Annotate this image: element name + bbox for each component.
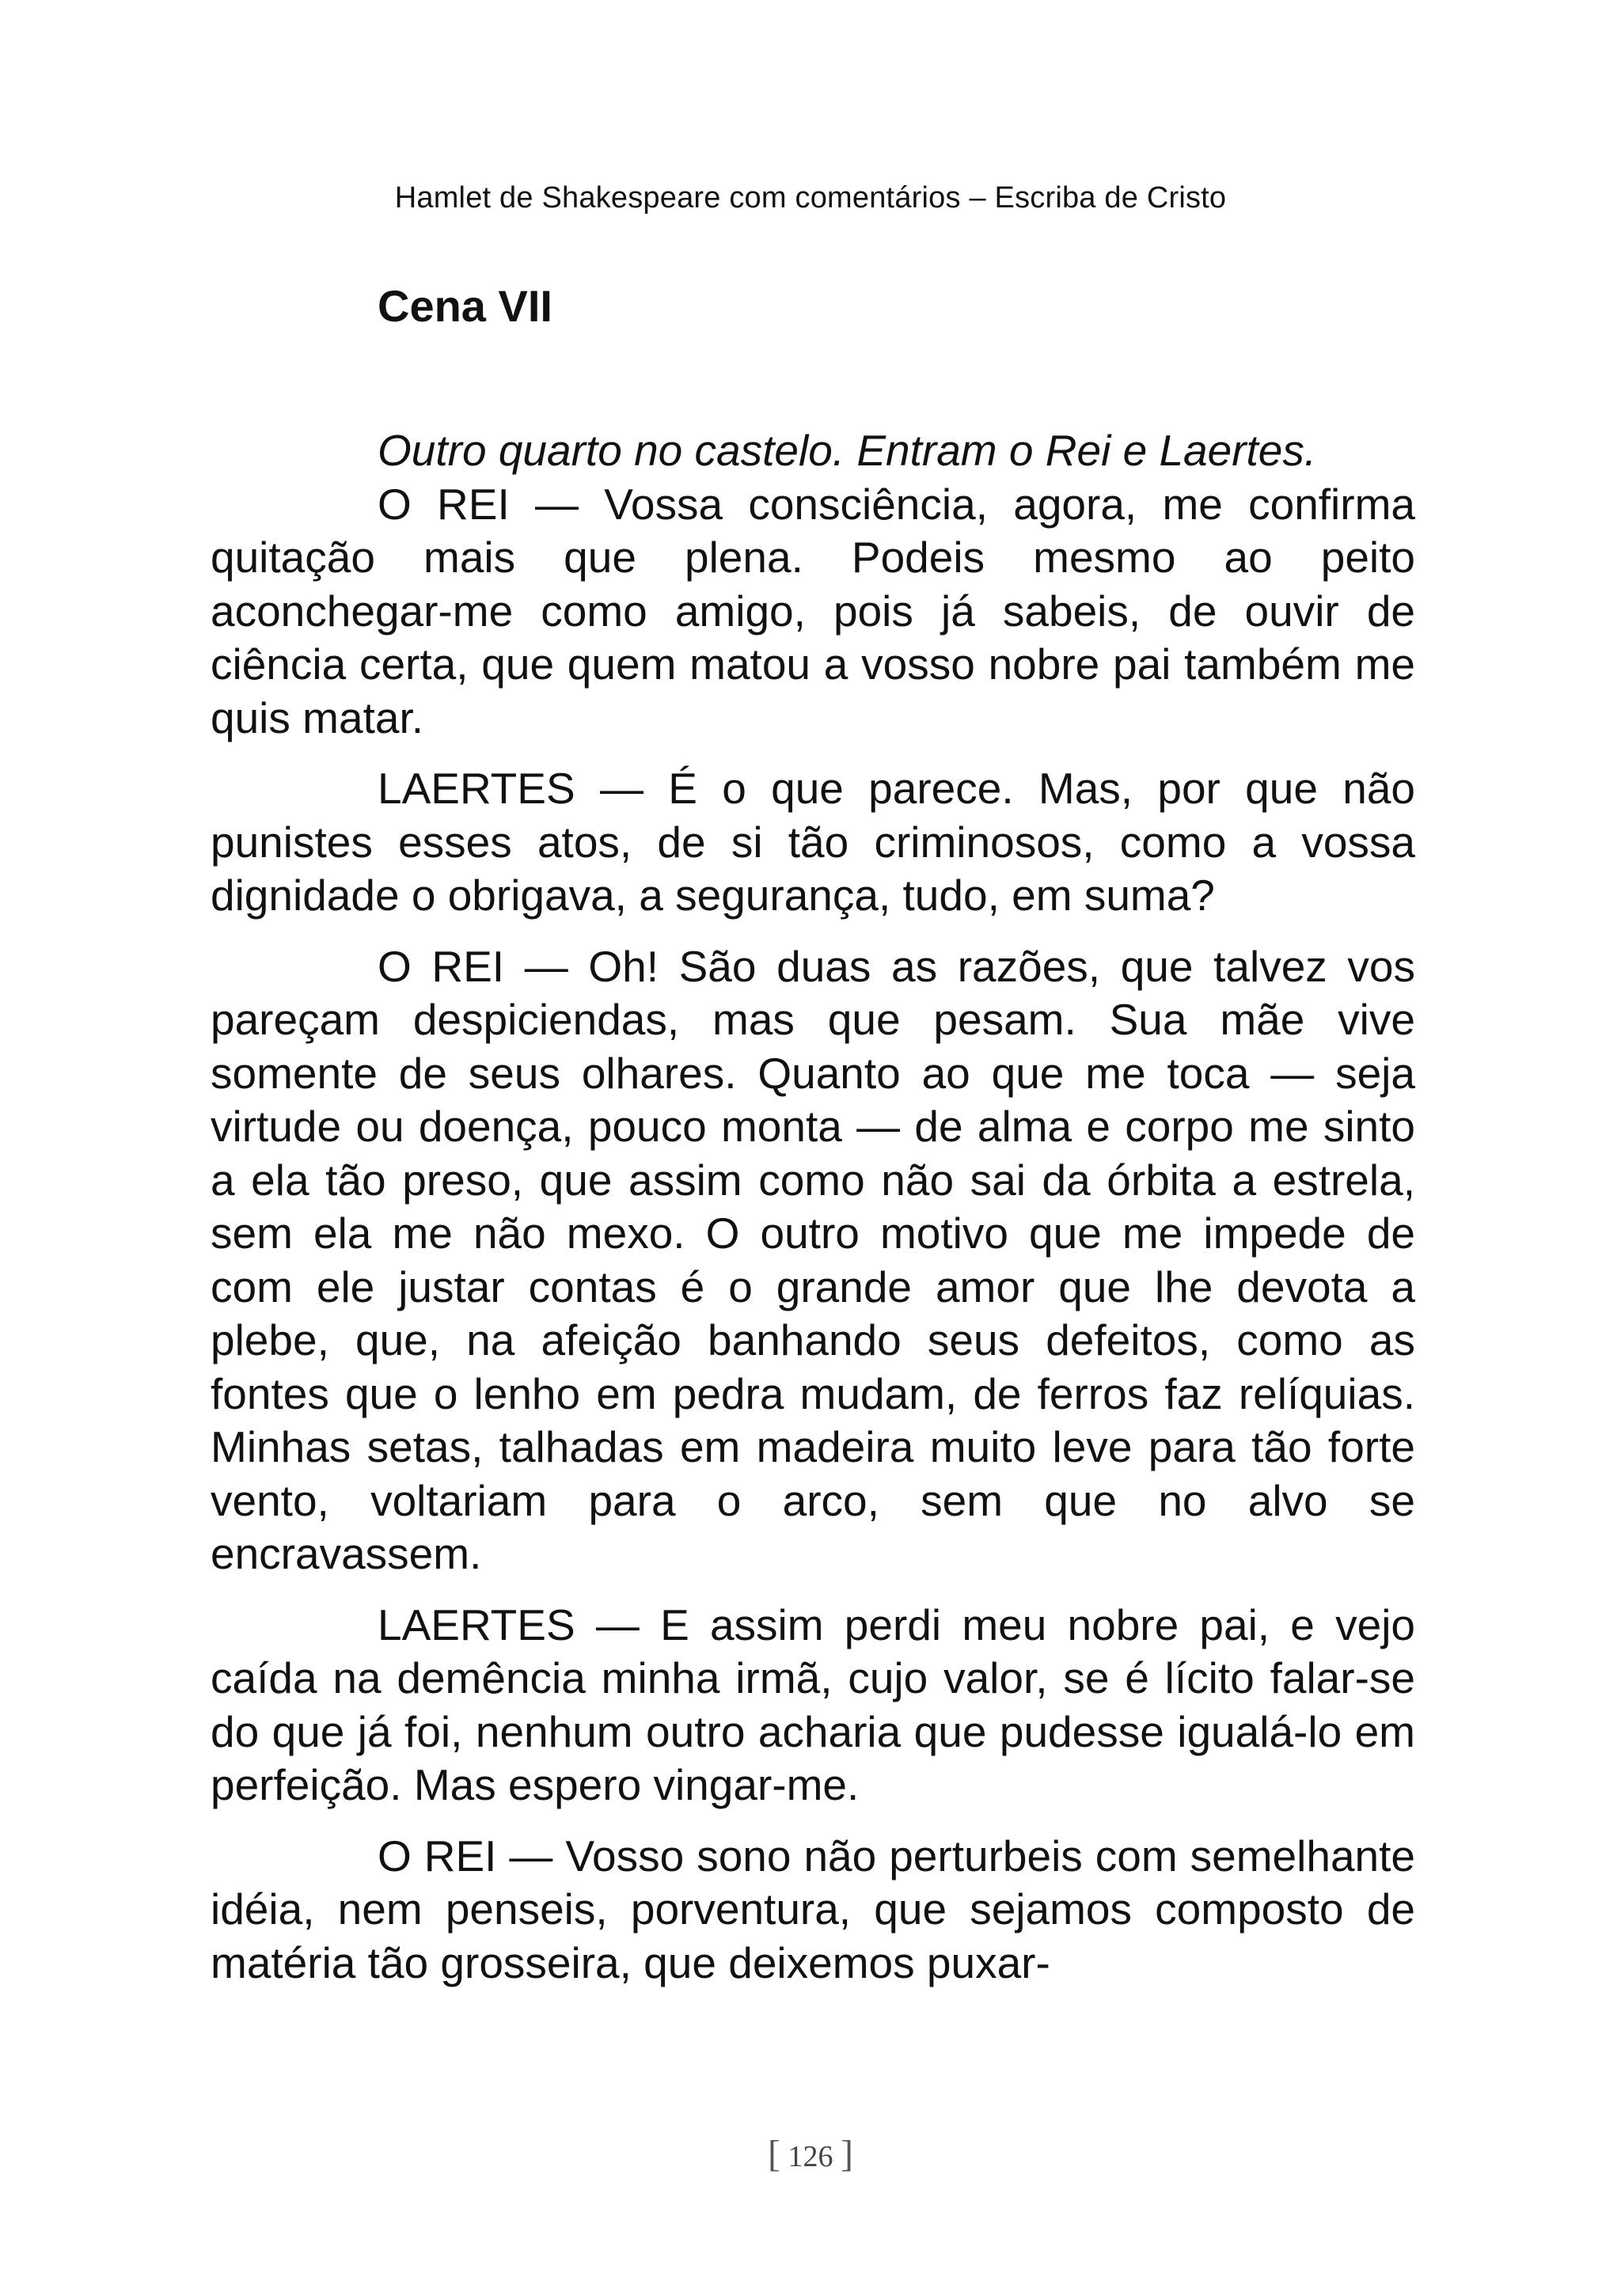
page-number: 126 [788,2140,833,2173]
speech-paragraph: O REI — Vossa consciência, agora, me confirma quitação mais que plena. Podeis mesmo ao peito aconchegar-me como amigo, pois já sabeis, de ouvir de ciência certa, que quem matou a vosso nobre pai também me quis matar. [211,479,1415,742]
scene-title: Cena VII [378,281,552,331]
speech-paragraph: LAERTES — É o que parece. Mas, por que não punistes esses atos, de si tão criminosos, como a vossa dignidade o obrigava, a segurança, tudo, em suma? [211,764,1415,920]
page-number-footer [0,2135,1621,2176]
speech-paragraph: O REI — Vosso sono não perturbeis com semelhante idéia, nem penseis, porventura, que sejamos composto de matéria tão grosseira, que deixemos puxar- [211,1831,1415,1987]
speech-paragraph: O REI — Oh! São duas as razões, que talvez vos pareçam despiciendas, mas que pesam. Sua mãe vive somente de seus olhares. Quanto ao que me toca — seja virtude ou doença, pouco monta — de alma e corpo me sinto a ela tão preso, que assim como não sai da órbita a estrela, sem ela me não mexo. O outro motivo que me impede de com ele justar contas é o grande amor que lhe devota a plebe, que, na afeição banhando seus defeitos, como as fontes que o lenho em pedra mudam, de ferros faz relíquias. Minhas setas, talhadas em madeira muito leve para tão forte vento, voltariam para o arco, sem que no alvo se encravassem. [211,941,1415,1578]
bracket-close: ] [841,2133,853,2175]
running-header: Hamlet de Shakespeare com comentários – Escriba de Cristo [394,181,1227,214]
speech-paragraph: LAERTES — E assim perdi meu nobre pai, e vejo caída na demência minha irmã, cujo valor, se é lícito falar-se do que já foi, nenhum outro acharia que pudesse igualá-lo em perfeição. Mas espero vingar-me. [211,1600,1415,1809]
bracket-open: [ [768,2133,780,2175]
body-text [211,424,1415,2007]
stage-direction: Outro quarto no castelo. Entram o Rei e Laertes. [378,426,1317,475]
